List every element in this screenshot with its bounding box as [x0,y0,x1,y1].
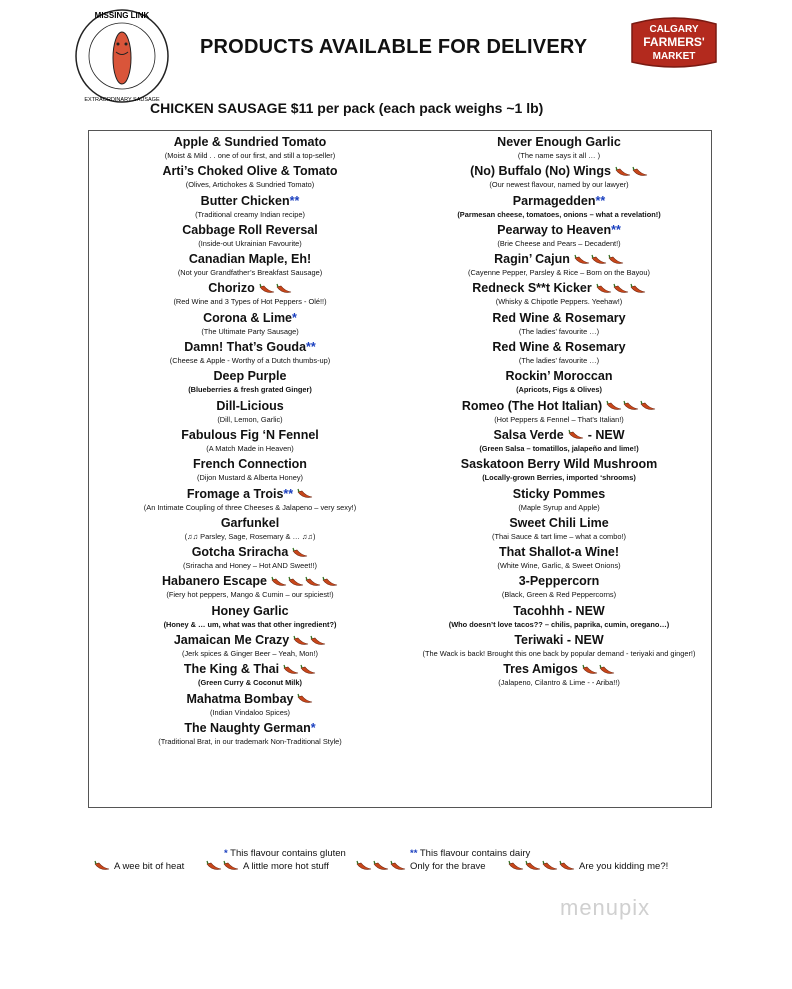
chili-pepper-icon [94,860,110,872]
product-description: (Indian Vindaloo Spices) [210,707,290,717]
chili-pepper-icon [596,283,612,295]
product-name: 3-Peppercorn [518,574,600,589]
product-description: (Red Wine and 3 Types of Hot Peppers - Olé!!) [173,297,327,307]
allergen-mark: ** [306,340,316,355]
allergen-mark: * [292,310,297,325]
product-item [94,515,406,542]
chili-pepper-icon [623,400,639,412]
product-item [406,339,712,366]
legend-dairy: ** This flavour contains dairy [410,848,531,859]
chili-pepper-icon [608,254,624,266]
product-name: Honey Garlic [211,603,289,618]
heat-level [606,400,656,412]
page-title: PRODUCTS AVAILABLE FOR DELIVERY [200,36,588,58]
product-description: (Honey & … um, what was that other ingredient?) [163,619,337,629]
allergen-mark: ** [595,193,606,208]
product-name: Habanero Escape [162,574,267,589]
chili-pepper-icon [276,283,292,295]
product-name: Salsa Verde [493,427,564,442]
svg-text:FARMERS': FARMERS' [643,35,705,49]
product-name: That Shallot-a Wine! [498,545,620,560]
heat-peppers [356,860,406,872]
chili-pepper-icon [310,635,326,647]
allergen-mark: ** [283,486,294,501]
product-description: (Olives, Artichokes & Sundried Tomato) [185,180,315,190]
product-item [406,163,712,190]
product-item [94,163,406,190]
product-description: (Jerk spices & Ginger Beer – Yeah, Mon!) [182,649,318,659]
product-description: (Cayenne Pepper, Parsley & Rice – Born on the Bayou) [468,268,650,278]
product-item [406,573,712,600]
product-description: (Traditional Brat, in our trademark Non-Traditional Style) [158,736,342,746]
heat-level [292,547,308,559]
product-item [94,222,406,249]
product-name: Jamaican Me Crazy [173,633,290,648]
chili-pepper-icon [630,283,646,295]
product-item [406,280,712,307]
allergen-mark: ** [611,222,621,237]
product-item [406,222,712,249]
product-description: (Dill, Lemon, Garlic) [217,414,283,424]
allergen-mark: * [310,720,316,735]
legend-heat-2: A little more hot stuff [206,860,329,872]
product-description: (Cheese & Apple - Worthy of a Dutch thumbs-up) [169,356,331,366]
product-name: The Naughty German* [184,720,316,735]
product-name: Dill-Licious [216,398,284,413]
product-name: Redneck S**t Kicker [472,281,592,296]
menupix-watermark: menupix [560,895,651,920]
product-item [406,368,712,395]
product-name: Saskatoon Berry Wild Mushroom [460,457,658,472]
product-item [94,544,406,571]
product-description: (Moist & Mild . . one of our first, and still a top-seller) [164,151,336,160]
product-description: (Our newest flavour, named by our lawyer) [489,180,629,190]
product-name: Fromage a Trois** [186,486,294,501]
product-description: (Black, Green & Red Peppercorns) [501,590,617,600]
heat-level [568,429,584,441]
left-column [94,134,406,749]
chili-pepper-icon [615,166,631,178]
heat-peppers [206,860,239,872]
product-item [406,427,712,454]
product-description: (Traditional creamy Indian recipe) [195,209,305,219]
chili-pepper-icon [591,254,607,266]
product-name: Apple & Sundried Tomato [173,135,327,149]
heat-level [297,693,313,705]
product-item [94,251,406,278]
chili-pepper-icon [599,664,615,676]
right-column [406,134,712,691]
product-description: (Fiery hot peppers, Mango & Cumin – our spiciest!) [166,590,334,600]
product-name: Sticky Pommes [512,486,606,501]
product-description: (Green Salsa – tomatillos, jalapeño and lime!) [479,443,639,453]
product-item [94,339,406,366]
product-item [94,280,406,307]
svg-text:MARKET: MARKET [652,51,696,62]
product-item [94,134,406,161]
product-description: (The Ultimate Party Sausage) [201,326,299,336]
product-name: Damn! That’s Gouda** [184,340,316,355]
chili-pepper-icon [283,664,299,676]
product-name: Gotcha Sriracha [191,545,289,560]
product-name: Teriwaki - NEW [514,633,604,648]
chili-pepper-icon [271,576,287,588]
product-item [94,456,406,483]
product-item [406,486,712,513]
product-name: Ragin’ Cajun [494,252,570,267]
chili-pepper-icon [305,576,321,588]
heat-level [297,488,313,500]
product-description: (The name says it all … ) [517,151,601,160]
product-name: Arti’s Choked Olive & Tomato [162,164,338,179]
product-description: (White Wine, Garlic, & Sweet Onions) [497,561,621,571]
product-description: (An Intimate Coupling of three Cheeses & Jalapeno – very sexy!) [143,502,357,512]
chili-pepper-icon [542,860,558,872]
product-item [94,427,406,454]
svg-text:CALGARY: CALGARY [649,24,699,35]
product-name: French Connection [193,457,307,472]
chili-pepper-icon [568,429,584,441]
chili-pepper-icon [297,488,313,500]
product-name: Never Enough Garlic [497,135,621,149]
chili-pepper-icon [356,860,372,872]
heat-level [596,283,646,295]
chili-pepper-icon [259,283,275,295]
missing-link-logo [72,6,172,106]
product-name: Tacohhh - NEW [513,603,605,618]
product-description: (Parmesan cheese, tomatoes, onions – what a revelation!) [457,209,661,219]
chili-pepper-icon [322,576,338,588]
product-description: (Whisky & Chipotle Peppers. Yeehaw!) [495,297,623,307]
chili-pepper-icon [300,664,316,676]
product-item [406,134,712,161]
product-item [94,193,406,220]
product-name: Butter Chicken** [200,193,300,208]
product-item [94,398,406,425]
product-description: (Jalapeno, Cilantro & Lime - - Ariba!!) [498,678,620,688]
product-description: (A Match Made in Heaven) [206,443,294,453]
heat-level [574,254,624,266]
product-name: Rockin’ Moroccan [505,369,613,384]
chili-pepper-icon [373,860,389,872]
product-description: (Hot Peppers & Fennel – That’s Italian!) [494,414,624,424]
chili-pepper-icon [525,860,541,872]
product-name: The King & Thai [183,662,280,677]
product-name: Romeo (The Hot Italian) [461,398,603,413]
product-name: Chorizo [208,281,255,296]
chili-pepper-icon [223,860,239,872]
product-item [94,720,406,747]
product-item [406,515,712,542]
chili-pepper-icon [292,547,308,559]
product-description: (Inside-out Ukrainian Favourite) [198,238,302,248]
product-description: (Apricots, Figs & Olives) [516,385,602,395]
legend-heat-1: A wee bit of heat [94,860,184,872]
product-description: (Thai Sauce & tart lime – what a combo!) [492,531,626,541]
product-name: Cabbage Roll Reversal [182,222,318,237]
chili-pepper-icon [206,860,222,872]
heat-level [283,664,316,676]
heat-level [582,664,615,676]
heat-peppers [508,860,575,872]
product-item [406,193,712,220]
product-name: Pearway to Heaven** [497,222,621,237]
product-description: (Not your Grandfather’s Breakfast Sausage) [177,268,323,278]
chili-pepper-icon [390,860,406,872]
product-description: (The ladies’ favourite …) [518,326,600,336]
chili-pepper-icon [632,166,648,178]
new-label: - NEW [587,427,625,442]
heat-level [293,635,326,647]
chili-pepper-icon [582,664,598,676]
product-name: Sweet Chili Lime [509,515,609,530]
heat-level [615,166,648,178]
product-name: Corona & Lime* [203,310,297,325]
product-item [94,632,406,659]
product-description: (Maple Syrup and Apple) [518,502,600,512]
legend-heat-4: Are you kidding me?! [508,860,668,872]
product-description: (Who doesn’t love tacos?? – chilis, paprika, cumin, oregano…) [448,619,670,629]
product-item [94,573,406,600]
product-name: Red Wine & Rosemary [492,310,626,325]
product-item [94,486,406,513]
heat-level [271,576,338,588]
product-item [406,544,712,571]
product-description: (Locally-grown Berries, imported ‘shrooms) [482,473,636,483]
product-name: (No) Buffalo (No) Wings [470,164,611,179]
product-item [94,310,406,337]
product-description: (Blueberries & fresh grated Ginger) [188,385,312,395]
product-description: (Dijon Mustard & Alberta Honey) [197,473,303,483]
product-item [406,661,712,688]
svg-text:MISSING LINK: MISSING LINK [94,11,150,20]
product-name: Canadian Maple, Eh! [188,252,312,267]
product-description: (Brie Cheese and Pears – Decadent!) [497,238,621,248]
chili-pepper-icon [559,860,575,872]
product-item [406,603,712,630]
chili-pepper-icon [288,576,304,588]
legend-heat-3: Only for the brave [356,860,486,872]
product-item [406,310,712,337]
product-item [94,368,406,395]
product-name: Parmagedden** [512,193,606,208]
product-name: Fabulous Fig ‘N Fennel [181,427,319,442]
product-item [406,632,712,659]
product-description: (Sriracha and Honey – Hot AND Sweet!!) [183,561,317,571]
svg-text:EXTRAORDINARY SAUSAGE: EXTRAORDINARY SAUSAGE [84,97,160,103]
product-item [94,691,406,718]
calgary-farmers-market-logo [628,14,720,70]
product-name: Mahatma Bombay [186,691,294,706]
legend-gluten: * This flavour contains gluten [224,848,346,859]
product-item [94,661,406,688]
product-item [406,398,712,425]
heat-level [259,283,292,295]
product-item [94,603,406,630]
chili-pepper-icon [297,693,313,705]
product-description: (Green Curry & Coconut Milk) [198,678,302,688]
section-subtitle: CHICKEN SAUSAGE $11 per pack (each pack weighs ~1 lb) [150,100,544,116]
product-name: Red Wine & Rosemary [492,340,626,355]
product-item [406,456,712,483]
chili-pepper-icon [574,254,590,266]
chili-pepper-icon [606,400,622,412]
product-name: Tres Amigos [503,662,578,677]
chili-pepper-icon [508,860,524,872]
product-name: Garfunkel [220,515,280,530]
chili-pepper-icon [640,400,656,412]
product-description: (♫♫ Parsley, Sage, Rosemary & … ♫♫) [184,531,316,541]
chili-pepper-icon [293,635,309,647]
heat-peppers [94,860,110,872]
product-name: Deep Purple [213,369,287,384]
allergen-mark: ** [289,193,300,208]
product-description: (The ladies’ favourite …) [518,356,600,366]
product-description: (The Wack is back! Brought this one back by popular demand - teriyaki and ginger!) [422,649,696,659]
chili-pepper-icon [613,283,629,295]
product-item [406,251,712,278]
